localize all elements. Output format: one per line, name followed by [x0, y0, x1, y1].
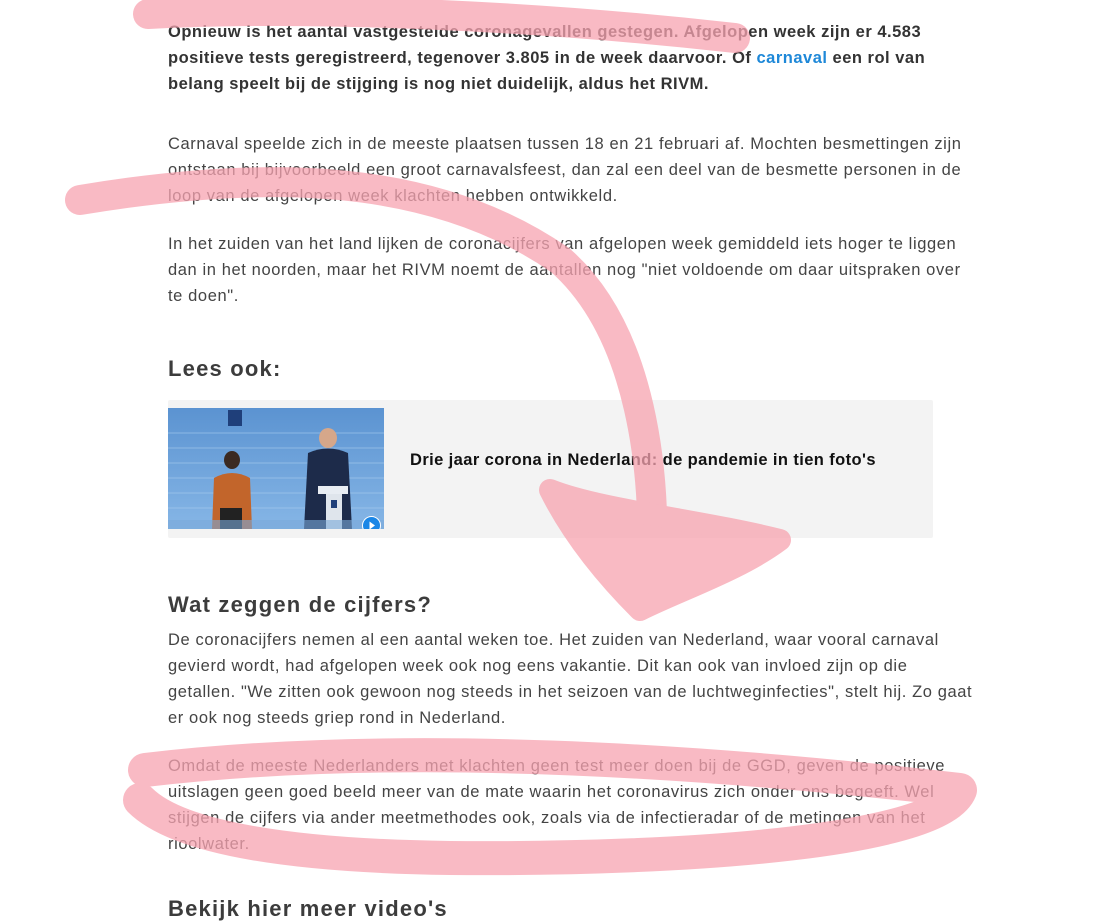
heading-wat-zeggen: Wat zeggen de cijfers? [168, 592, 432, 617]
paragraph-carnaval: Carnaval speelde zich in de meeste plaatsen tussen 18 en 21 februari af. Mochten besmettingen zijn ontstaan bij bijvoorbeeld een groot carnavalsfeest, dan zal een deel van de besmette personen in de loop van de afgelopen week klachten hebben ontwikkeld. [168, 135, 962, 205]
heading-lees-ook: Lees ook: [168, 356, 282, 381]
intro-text-1: Opnieuw is het aantal vastgestelde coronagevallen gestegen. Afgelopen week zijn er 4.583 positieve tests geregistreerd, tegenover 3.805 in de week daarvoor. Of [168, 23, 922, 67]
intro-text-2: een rol van belang speelt bij de stijging is nog niet duidelijk, aldus het RIVM. [168, 49, 926, 93]
paragraph-coronacijfers: De coronacijfers nemen al een aantal weken toe. Het zuiden van Nederland, waar vooral carnaval gevierd wordt, had afgelopen week ook nog eens vakantie. Dit kan ook van invloed zijn op die getallen. "We zitten ook gewoon nog steeds in het seizoen van de luchtweginfecties", stelt hij. Zo gaat er ook nog steeds griep rond in Nederland. [168, 631, 973, 727]
intro-paragraph [168, 19, 968, 97]
related-article-title[interactable]: Drie jaar corona in Nederland: de pandemie in tien foto's [410, 451, 876, 469]
paragraph-zuiden: In het zuiden van het land lijken de coronacijfers van afgelopen week gemiddeld iets hoger te liggen dan in het noorden, maar het RIVM noemt de aantallen nog "niet voldoende om daar uitspraken over te doen". [168, 235, 961, 305]
heading-bottom-partial: Bekijk hier meer video's [168, 896, 448, 921]
related-article-thumbnail[interactable] [168, 408, 384, 529]
paragraph-ggd: Omdat de meeste Nederlanders met klachten geen test meer doen bij de GGD, geven de positieve uitslagen geen goed beeld meer van de mate waarin het coronavirus zich onder ons begeeft. Wel stijgen de cijfers via ander meetmethodes ook, zoals via de infectieradar of de metingen van het rioolwater. [168, 757, 946, 853]
carnaval-link[interactable]: carnaval [756, 49, 828, 67]
related-article-card[interactable] [168, 400, 933, 538]
play-icon[interactable] [362, 516, 381, 529]
